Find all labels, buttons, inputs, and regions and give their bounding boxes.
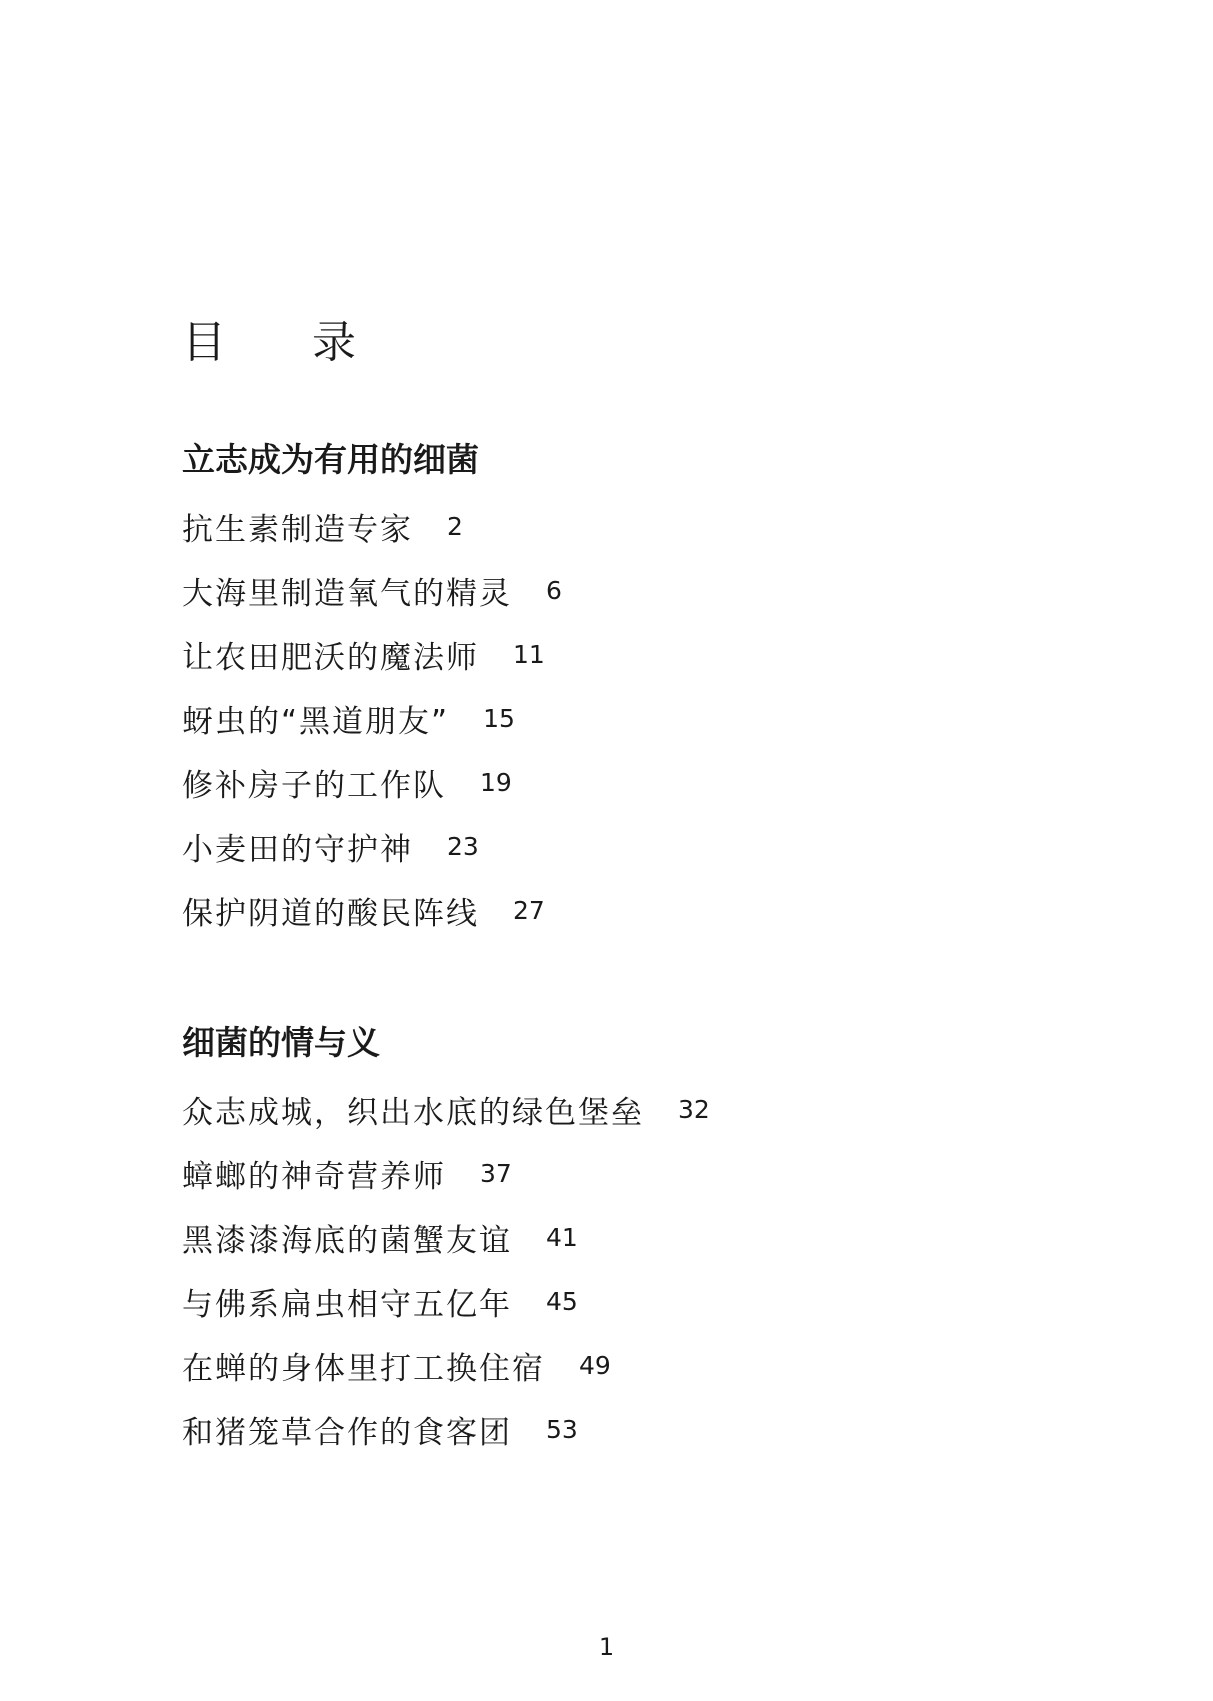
toc-entry <box>182 1397 710 1461</box>
section-heading: 立志成为有用的细菌 <box>182 440 479 479</box>
toc-entry <box>182 1269 710 1333</box>
entry-page-number: 6 <box>546 575 562 605</box>
toc-entry <box>182 558 562 622</box>
toc-entry <box>182 686 562 750</box>
toc-entry <box>182 1333 710 1397</box>
entry-title: 保护阴道的酸民阵线 <box>182 895 479 932</box>
entry-title: 修补房子的工作队 <box>182 767 446 804</box>
toc-section-2 <box>182 1023 710 1461</box>
entry-title: 在蝉的身体里打工换住宿 <box>182 1350 545 1387</box>
entry-page-number: 19 <box>480 767 512 797</box>
entry-title: 与佛系扁虫相守五亿年 <box>182 1286 512 1323</box>
entry-title: 让农田肥沃的魔法师 <box>182 639 479 676</box>
entry-title: 小麦田的守护神 <box>182 831 413 868</box>
entry-title: 和猪笼草合作的食客团 <box>182 1414 512 1451</box>
entry-page-number: 32 <box>678 1094 710 1124</box>
section-heading: 细菌的情与义 <box>182 1023 380 1062</box>
entry-page-number: 41 <box>546 1222 578 1252</box>
entry-title: 大海里制造氧气的精灵 <box>182 575 512 612</box>
toc-entry <box>182 1205 710 1269</box>
toc-section-1 <box>182 440 562 942</box>
toc-entry <box>182 750 562 814</box>
entry-page-number: 27 <box>513 895 545 925</box>
entry-page-number: 37 <box>480 1158 512 1188</box>
entry-page-number: 15 <box>483 703 515 733</box>
toc-entry <box>182 1141 710 1205</box>
page-number: 1 <box>598 1633 615 1661</box>
entry-title: 蟑螂的神奇营养师 <box>182 1158 446 1195</box>
entry-page-number: 53 <box>546 1414 578 1444</box>
page-title: 目 录 <box>182 317 392 368</box>
toc-entry <box>182 1077 710 1141</box>
entry-page-number: 23 <box>447 831 479 861</box>
entry-title: 抗生素制造专家 <box>182 511 413 548</box>
entry-title: 众志成城，织出水底的绿色堡垒 <box>182 1094 644 1131</box>
entry-page-number: 49 <box>579 1350 611 1380</box>
toc-entry <box>182 494 562 558</box>
entry-title: 蚜虫的“黑道朋友” <box>182 703 450 740</box>
entry-page-number: 2 <box>447 511 463 541</box>
entry-title: 黑漆漆海底的菌蟹友谊 <box>182 1222 512 1259</box>
toc-entry <box>182 814 562 878</box>
entry-page-number: 45 <box>546 1286 578 1316</box>
entry-page-number: 11 <box>513 639 545 669</box>
toc-entry <box>182 878 562 942</box>
toc-entry <box>182 622 562 686</box>
